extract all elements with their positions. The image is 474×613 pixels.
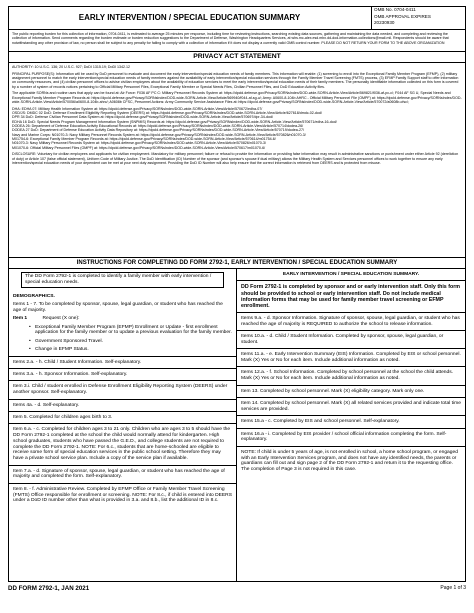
item-7-text: Item 7.a. - d. Signature of sponsor, spouse, legal guardian, or student who has reached the age of majority and completed the form. Self-explanatory. [13,468,225,480]
divider [237,330,465,331]
divider [9,465,236,466]
item-11-text: Items 11.a. - e. Early Intervention Summary (EIS) Information. Completed by EIS or school personnel. Mark (X) Yes or No for each item. Include additional information as noted. [241,352,461,363]
item-13-text: Item 13. Completed by school personnel. Mark (X) eligibility category. Mark only one. [241,388,425,394]
sorn-item: OSD/JS: DMDC 02 DoD: Defense Enrollment Eligibility Reporting System (DEERS) at: https://dpcld.defense.gov/Privacy/SORNsIndex/DOD-wide-SORN-Article-View/Article/627618/dmdc-02-dod/ [12,111,322,116]
divider [237,385,465,386]
divider [9,411,236,412]
item-2-text: Items 2.a. - h. Child / Student Information. Self-explanatory. [13,359,142,365]
divider [237,415,465,416]
divider [237,366,465,367]
omb-number: OMB No. 0704-0411 [374,7,416,12]
sorn-item: DPR 34 DoD: Defense Civilian Personnel Data System at: https://dpcld.defense.gov/Privacy/SORNsIndex/DOD-wide-SORN-Article-View/Article/570697/dpr-34-dod/ [12,115,273,120]
item-10-text: Items 10.a. - d. Child / Student Information. Completed by sponsor, spouse, legal guardian, or student. [241,333,444,345]
sorn-item: DHA: EDHA 07: Military Health Information System at: https://dpcld.defense.gov/Privacy/SORNsIndex/DOD-wide-SORN-Article-View/Article/570672/edha-07/ [12,106,263,111]
form-footer [8,583,466,595]
item-5-text: Item 5. Completed for children ages birth to 3. [13,414,113,420]
summary-box-title: EARLY INTERVENTION / SPECIAL EDUCATION SUMMARY. [282,272,420,277]
request-bullet: • Government Sponsored Travel. [13,339,232,345]
item-9-text: Items 9.a. - d. Sponsor Information. Signature of sponsor, spouse, legal guardian, or student who has reached the age of majority is REQUIRED to authorize the school to release information. [241,315,460,327]
item-3i-text: Item 3.i. Child / student enrolled in Defense Enrollment Eligibility Reporting System (DEERS) under another sponsor. Self-explanatory. [13,384,228,396]
item-1-row [13,316,232,322]
item-1-text: Request (X one): [42,316,80,322]
divider [9,380,236,381]
request-bullet: • Exceptional Family Member Program (EFMP) Enrollment or Update - first enrollment application for the family member or to update a previous evaluation for the family member. [13,325,232,337]
sorn-item: DODEA 27 DoD: Department of Defense Education Activity Data Repository at: https://dpcld.defense.gov/Privacy/SORNsIndex/DOD-wide-SORN-Article-View/Article/570719/dodea-27/ [12,128,304,133]
principal-purpose-text: PRINCIPAL PURPOSE(S): Information will be used by DoD personnel to evaluate and document the early intervention/special education needs of family members. This information will enable: (1) screening to enroll into the Exceptional Family Member Program (EFMP), (2) military assignment personnel to match the early intervention/special education needs of family members against the availability of early intervention/special education services through the Family Member Travel Screening (FMTS) process, (3) EFMP Family Support staff to offer information on community resources, and (4) civilian personnel offices to advise civilian employees about the availability of education services to meet the early intervention/special education needs of their family members. The personally identifiable information collected on this form is covered by a number of system of records notices pertaining to Official Military Personnel Files, Exceptional Family Member or Special Needs Files, Civilian Personnel Files, and DoD Education Activity files. [12,71,459,89]
item-15-text: Items 15.a - c. Completed by EIS and school personnel. Self-explanatory. [241,419,400,425]
sorn-item: Navy and Marine Corps: N01070-3: Navy Military Personnel Records System at: https://dpcld.defense.gov/Privacy/SORNsIndex/DOD-wide-SORN-Article-View/Article/570826/n01070-3/ [12,132,306,137]
divider [237,280,465,281]
divider [9,423,236,424]
divider [9,356,236,357]
divider [237,428,465,429]
note-text: NOTE: If child is under 5 years of age, is not enrolled in school, a home school program, or engaged with an Early Intervention Services program, and does not have any identified needs, the parents or guardians can fill out and sign page 2 of the DD Form 2792-1 and return it to the requesting office. The completion of Page 3 is not required in this case. [241,449,458,473]
item-4-text: Items 4a. - d. Self-explanatory. [13,402,80,408]
instructions-right-column [237,269,465,581]
form-header [8,6,466,29]
sorn-item: M01754-6: Exceptional Family Member Program Records at: https://dpcld.defense.gov/Privacy/SORNsIndex/DOD-wide-SORN-Article-View/Article/570614/m01754-6/ [12,136,276,141]
item-1-label: Item 1 [13,316,28,322]
authority-text: AUTHORITY: 10 U.S.C. 136; 20 U.S.C. 927; DoDI 1315.19; DoDI 1342.12 [12,65,131,69]
omb-box [371,7,465,29]
divider [237,397,465,398]
privacy-act-heading: PRIVACY ACT STATEMENT [8,51,466,62]
divider [9,399,236,400]
divider [237,312,465,313]
item-12-text: Items 12.a. - f. School Information. Completed by school personnel at the school the child attends. Mark (X) Yes or No for each item. Include additional information as noted. [241,370,454,382]
divider [237,446,465,447]
request-bullet: • Change in EFMP Status. [13,347,232,353]
page-number: Page 1 of 3 [440,585,466,591]
item-16-text: Items 16.a - i. Completed by EIS provider / school official information completing the form. Self-explanatory. [241,431,447,443]
privacy-act-statement [8,62,466,257]
sorn-item: EDHA 16 DoD: Special Needs Program Management Information System (SNPMIS) Records at: https://dpcld.defense.gov/Privacy/SORNsIndex/DOD-wide-SORN-Article-View/Article/570671/edha-16-dod/ [12,119,337,124]
instructions-left-column [9,269,237,581]
item-6-text: Item 6.a. - c. Completed for children ages 3 to 21 only. Children who are ages 3 to 5 should have the DD Form 2792-1 completed at the school the child would normally attend for kindergarten. High school graduates, students who have passed the G.E.D., and college students are not required to complete the DD Form 2792-1. NOTE: For 6.c., students that are home-schooled are eligible to receive some form of special education services in the public school setting. Therefore they may have a private school service plan. Include a copy of the service plan if available. [13,427,231,462]
omb-expiration-date: 20230930 [374,20,395,26]
divider [237,348,465,349]
sorn-list [12,107,462,150]
burden-statement: The public reporting burden for this collection of information, 0704-0411, is estimated to average 25 minutes per response, including time for reviewing instructions, searching existing data sources, gathering and maintaining the data needed, and completing and reviewing the collection of information. Send comments regarding the burden estimate or burden reduction suggestions to the Department of Defense, Washington Headquarters Services, at whs.mc-alex.esd.mbx.dd-dod-information-collections@mail.mil. Respondents should be aware that notwithstanding any other provision of law, no person shall be subject to any penalty for failing to comply with a collection of information if it does not display a currently valid OMB control number. PLEASE DO NOT RETURN YOUR FORM TO THE ABOVE ORGANIZATION [8,29,466,51]
divider [9,483,236,484]
item-8-text: Item 8. - f. Administrative Review. Completed by EFMP Office or Family Member Travel Screening (FMTS) Office responsible for enrollment or screening. NOTE: For 8.c., if child is entered into DEERS under a DoD ID number other than what is provided in 3.a. and 8.b., list the additional ID in 8.c. [13,486,232,504]
summary-text: DD Form 2792-1 is completed by sponsor and or early intervention staff. Only this form should be provided to school or early intervention staff. Do not include medical information forms that may be used for family member travel screening or EFMP enrollment. [241,284,460,309]
form-title: EARLY INTERVENTION / SPECIAL EDUCATION SUMMARY [78,13,301,22]
applicable-sorns-text: The applicable SORNs and routine uses that apply can be found at: Air Force: F036 AF PC C: Military Personnel Records System at: https://dpcld.defense.gov/Privacy/SORNsIndex/DOD-wide-SORN-Article-View/Article/569821/f036-af-pc-c/; F044 AF SG U, Special Needs and Exceptional Family Member Program Records at: https://dpcld.defense.gov/Privacy/SORNsIndex/DOD-wide-SORN-Article-View/Article/569940/f044-af-sg-u/; Army: A0600-8-104b AHRC - Official Military Personnel File (OMPF) at: https://dpcld.defense.gov/Privacy/SORNsIndex/DOD-wide-SORN-Article-View/Article/570056/a0600-8-104b-ahrc/; A0608b CFSC, Personnel Actions: Army Community Service Assistance Files at: https://dpcld.defense.gov/Privacy/SORNsIndex/DOD-wide-SORN-Article-View/Article/570072/a0608b-cfsc/; [12,91,462,105]
sorn-item: N01070-3: Navy Military Personnel Records System at: https://dpcld.defense.gov/Privacy/SORNsIndex/DOD-wide-SORN-Article-View/Article/570826/n01070-3/ [12,141,266,146]
disclosure-text: DISCLOSURE: Voluntary for civilian employees and applicants for civilian employment. Mandatory for military personnel; failure or refusal to provide the information or providing false information may result in administrative sanctions or punishment under either Article 92 (dereliction of duty) or Article 107 (false official statement), Uniform Code of Military Justice. The DoD Identification (ID) Number of the sponsor (and sponsor's spouse if dual military) allows the Military Health System and Services personnel offices to work together to ensure any early intervention/special education needs of your dependent can be met at your next duty assignment. Providing the DoD ID Number will also help ensure that the correct information is retrieved from DEERS and is protected from misuse. [12,152,459,165]
form-number: DD FORM 2792-1, JAN 2021 [8,585,90,592]
instructions-heading: INSTRUCTIONS FOR COMPLETING DD FORM 2792-1, EARLY INTERVENTION / SPECIAL EDUCATION SUMMARY [8,257,466,269]
instructions-body [8,269,466,582]
sorn-item: M01070-6: Official Military Personnel Files (OMPF) at: https://dpcld.defense.gov/Privacy/SORNsIndex/DOD-wide-SORN-Article-View/Article/570617/m01070-6/ [12,145,266,150]
items-1-7-text: Items 1 - 7. To be completed by sponsor, spouse, legal guardian, or student who has reached the age of majority. [13,301,223,313]
omb-approval-label: OMB APPROVAL EXPIRES [374,13,431,19]
item-14-text: Item 14. Completed by school personnel. Mark (X) all related services provided and indicate total time services are provided. [241,400,461,412]
form-page [8,6,466,601]
item-3-text: Items 3.a. - h. Sponsor Information. Self-explanatory. [13,371,128,377]
divider [9,368,236,369]
intro-box: The DD Form 2792-1 is completed to identify a family member with early intervention / special education needs. [21,272,224,288]
demographics-heading: DEMOGRAPHICS. [13,293,55,299]
sorn-item: DODEA 26: Department of Defense Education Activity Educational Records at: https://dpcld.defense.gov/Privacy/SORNsIndex/DOD-wide-SORN-Article-View/Article/570714/dodea-26/ [12,124,304,129]
